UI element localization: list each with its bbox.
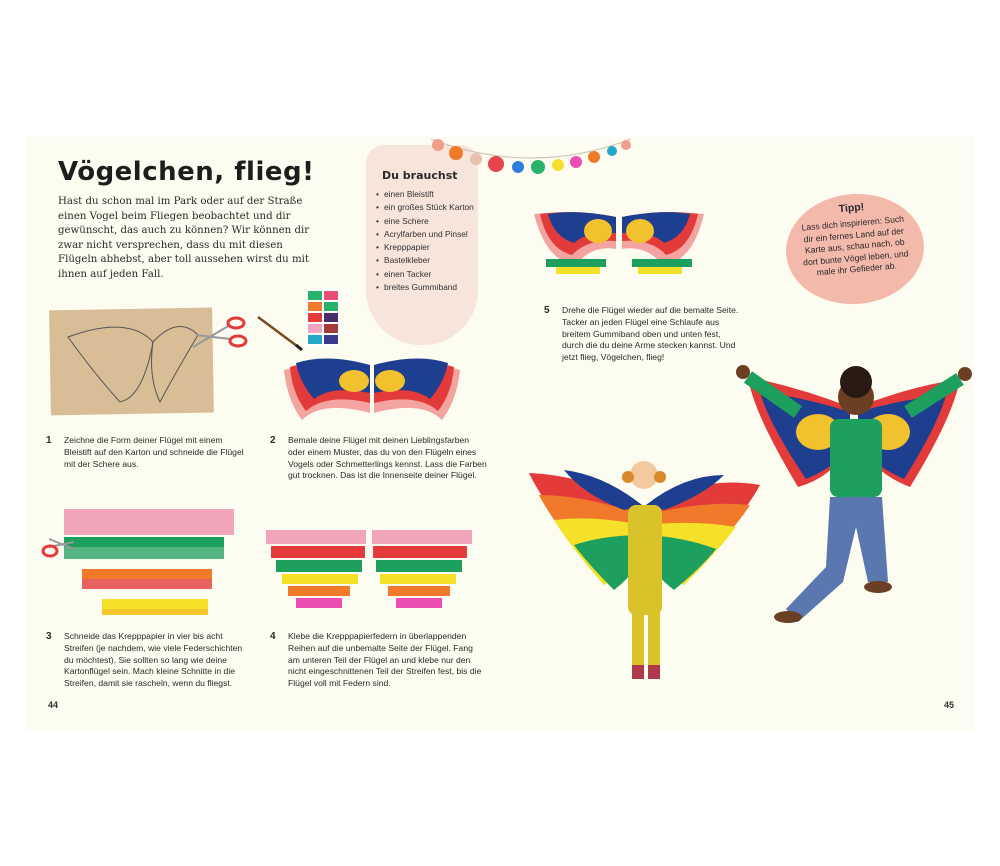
materials-list [376,189,476,295]
materials-item: • Acrylfarben und Pinsel [376,229,476,240]
step-text: Zeichne die Form deiner Flügel mit einem Bleistift auf den Karton und schneide die Flügel mit der Schere aus. [64,435,244,469]
materials-item: • breites Gummiband [376,282,476,293]
tip-text: Lass dich inspirieren: Such dir ein fernes Land auf der Karte aus, schau nach, ob dort bunte Vögel leben, und male ihr Gefieder ab. [801,213,909,278]
child-green-shirt-illustration [738,367,970,637]
materials-item: • einen Bleistift [376,189,476,200]
step-text: Bemale deine Flügel mit deinen Lieblingsfarben oder einem Muster, das du von den Flügeln eines Vogels oder Schmetterlings kennst. Lass die Farben gut trocknen. Das ist die Innenseite deiner Flügel. [288,435,487,481]
book-spread [26,137,974,730]
materials-item: • einen Tacker [376,269,476,280]
painted-wings-illustration [282,355,462,425]
step-3 [46,631,251,701]
page-number-right: 45 [944,700,955,710]
step-number: 2 [270,435,276,446]
intro-text: Hast du schon mal im Park oder auf der Straße einen Vogel beim Fliegen beobachtet und dir gewünscht, das auch zu können? Wir können dir zwar nicht versprechen, dass du mit diesen Flügeln abhebst, aber toll aussehen wirst du mit ihnen auf jeden Fall. [58,196,310,280]
paint-palette-illustration [256,289,346,354]
finished-wings-illustration [532,209,707,279]
step-number: 5 [544,305,550,316]
materials-item: • eine Schere [376,216,476,227]
page-title: Vögelchen, flieg! [58,157,315,187]
materials-heading: Du brauchst [382,169,458,182]
feathered-wings-illustration [266,530,476,615]
step-5 [544,305,744,380]
cardboard-illustration [48,307,248,419]
step-number: 4 [270,631,276,642]
pompom-garland-illustration [426,137,636,182]
page-number-left: 44 [48,700,59,710]
step-1 [46,435,246,485]
crepe-strips-illustration [44,507,244,622]
step-number: 1 [46,435,52,446]
materials-item: • Krepppapier [376,242,476,253]
step-text: Klebe die Krepppapierfedern in überlappenden Reihen auf die unbemalte Seite der Flügel. Fang am unteren Teil der Flügel an und klebe nur den nicht eingeschnittenen Teil der Streifen fest, bis die Flügel voll mit Federn sind. [288,631,482,689]
step-text: Drehe die Flügel wieder auf die bemalte Seite. Tacker an jeden Flügel eine Schlaufe aus breitem Gummiband oben und unten fest, durch die du deine Arme stecken kannst. Und jetzt flieg, Vögelchen, flieg! [562,305,739,363]
child-rainbow-wings-illustration [524,465,764,695]
tip-heading: Tipp! [838,201,865,216]
materials-item: • Bastelkleber [376,255,476,266]
step-number: 3 [46,631,52,642]
step-4 [270,631,485,701]
materials-item: • ein großes Stück Karton [376,202,476,213]
tip-bubble [781,188,928,310]
step-text: Schneide das Krepppapier in vier bis acht Streifen (je nachdem, wie viele Federschichten du möchtest). Sie sollten so lang wie deine Kartonflügel sein. Mach kleine Schnitte in die Streifen, damit sie rascheln, wenn du fliegst. [64,631,243,689]
step-2 [270,435,490,505]
